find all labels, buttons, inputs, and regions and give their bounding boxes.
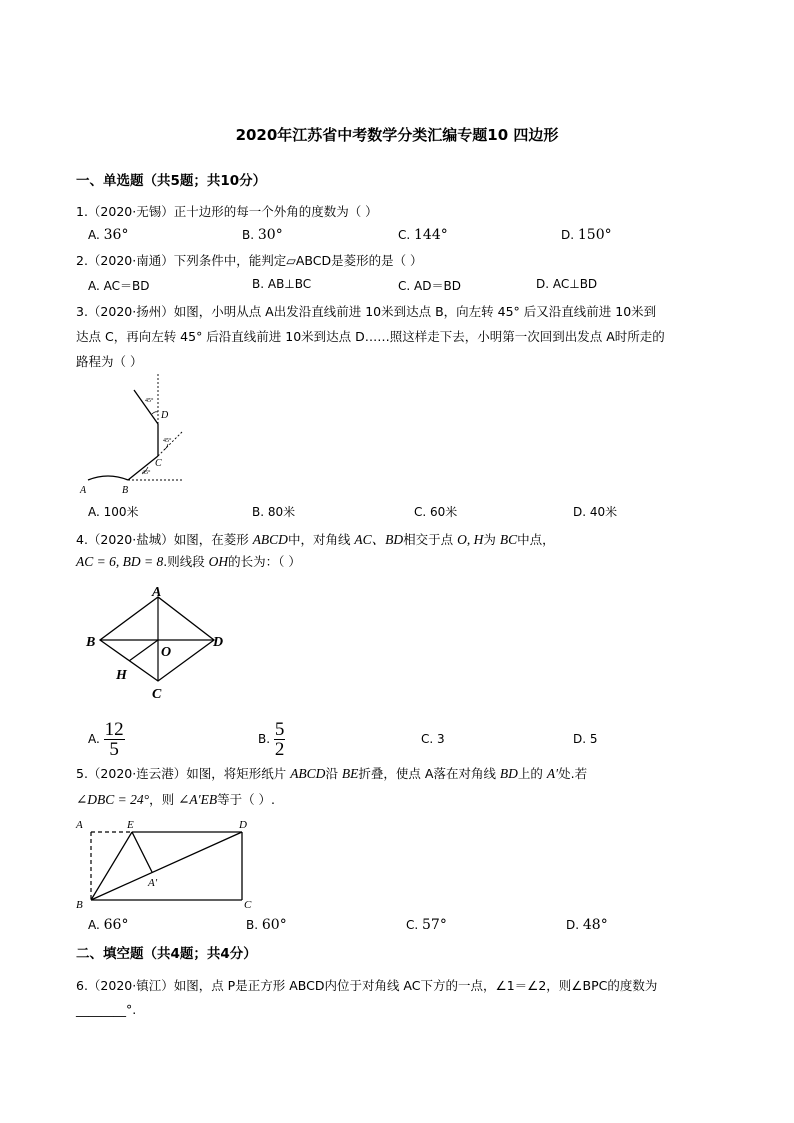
q4-label-o: O [161, 645, 172, 660]
q3-label-c: C [155, 458, 162, 469]
question-3-line-2: 达点 C，再向左转 45° 后沿直线前进 10米到达点 D……照这样走下去，小明第一次回到出发点 A时所走的 [76, 329, 665, 344]
q4-label-c: C [152, 687, 162, 702]
q5-label-a: A [76, 819, 83, 831]
question-2-option-a[interactable]: A. AC＝BD [88, 279, 150, 293]
section-heading-fill-blank: 二、填空题（共4题；共4分） [76, 946, 257, 962]
question-2-stem: 2.（2020·南通）下列条件中，能判定▱ABCD是菱形的是（ ） [76, 253, 423, 268]
question-1-option-c[interactable]: C. 144° [398, 227, 448, 243]
question-5-option-a[interactable]: A. 66° [88, 917, 129, 933]
question-3-option-c[interactable]: C. 60米 [414, 505, 458, 519]
question-5-option-c[interactable]: C. 57° [406, 917, 447, 933]
question-5-figure [72, 814, 268, 910]
q4-label-a: A [152, 585, 162, 600]
question-3-figure [76, 372, 196, 496]
question-5-line-2: ∠DBC = 24°，则 ∠A′EB等于（ ）. [76, 792, 276, 807]
q3-angle-label-1: 45° [142, 470, 151, 476]
question-4-option-d[interactable]: D. 5 [573, 732, 598, 746]
q4-label-b: B [86, 635, 96, 650]
q5-label-a-prime: A′ [148, 877, 158, 889]
question-6-line-1: 6.（2020·镇江）如图，点 P是正方形 ABCD内位于对角线 AC下方的一点，∠1＝∠2，则∠BPC的度数为 [76, 978, 658, 993]
question-4-line-2: AC = 6, BD = 8.则线段 OH的长为：（ ） [76, 554, 301, 569]
question-5-option-d[interactable]: D. 48° [566, 917, 608, 933]
question-5-line-1: 5.（2020·连云港）如图，将矩形纸片 ABCD沿 BE折叠，使点 A落在对角线 BD上的 A′处.若 [76, 766, 588, 781]
q3-label-b: B [122, 485, 129, 496]
q4-label-h: H [116, 668, 127, 683]
q5-label-c: C [244, 899, 252, 910]
question-3-line-3: 路程为（ ） [76, 354, 143, 369]
question-2-option-b[interactable]: B. AB⊥BC [252, 277, 312, 291]
question-1-stem: 1.（2020·无锡）正十边形的每一个外角的度数为（ ） [76, 204, 378, 219]
q5-label-d: D [239, 819, 247, 831]
question-4-line-1: 4.（2020·盐城）如图，在菱形 ABCD中，对角线 AC、BD相交于点 O, H为 BC中点， [76, 532, 555, 547]
question-4-option-a[interactable]: A. $\frac{12}{5}$ [88, 719, 124, 760]
question-2-option-c[interactable]: C. AD＝BD [398, 279, 461, 293]
question-3-line-1: 3.（2020·扬州）如图，小明从点 A出发沿直线前进 10米到达点 B，向左转 45° 后又沿直线前进 10米到 [76, 304, 657, 319]
q5-label-b: B [76, 899, 83, 910]
q3-angle-label-2: 45° [163, 438, 172, 444]
question-3-option-b[interactable]: B. 80米 [252, 505, 296, 519]
q3-label-d: D [161, 410, 169, 421]
question-1-option-d[interactable]: D. 150° [561, 227, 612, 243]
q4-label-d: D [213, 635, 224, 650]
question-2-option-d[interactable]: D. AC⊥BD [536, 277, 598, 291]
q3-angle-label-3: 45° [145, 398, 154, 404]
question-4-option-c[interactable]: C. 3 [421, 732, 445, 746]
q3-label-a: A [80, 485, 87, 496]
question-1-option-b[interactable]: B. 30° [242, 227, 283, 243]
question-3-option-a[interactable]: A. 100米 [88, 505, 139, 519]
question-4-figure [80, 580, 240, 704]
question-6-answer-blank[interactable]: ________°. [76, 1002, 137, 1017]
question-1-option-a[interactable]: A. 36° [88, 227, 129, 243]
question-3-option-d[interactable]: D. 40米 [573, 505, 618, 519]
q5-label-e: E [127, 819, 134, 831]
question-5-option-b[interactable]: B. 60° [246, 917, 287, 933]
question-4-option-b[interactable]: B. $\frac{5}{2}$ [258, 719, 285, 760]
page-title: 2020年江苏省中考数学分类汇编专题10 四边形 [235, 126, 559, 144]
section-heading-single-choice: 一、单选题（共5题；共10分） [76, 173, 267, 189]
